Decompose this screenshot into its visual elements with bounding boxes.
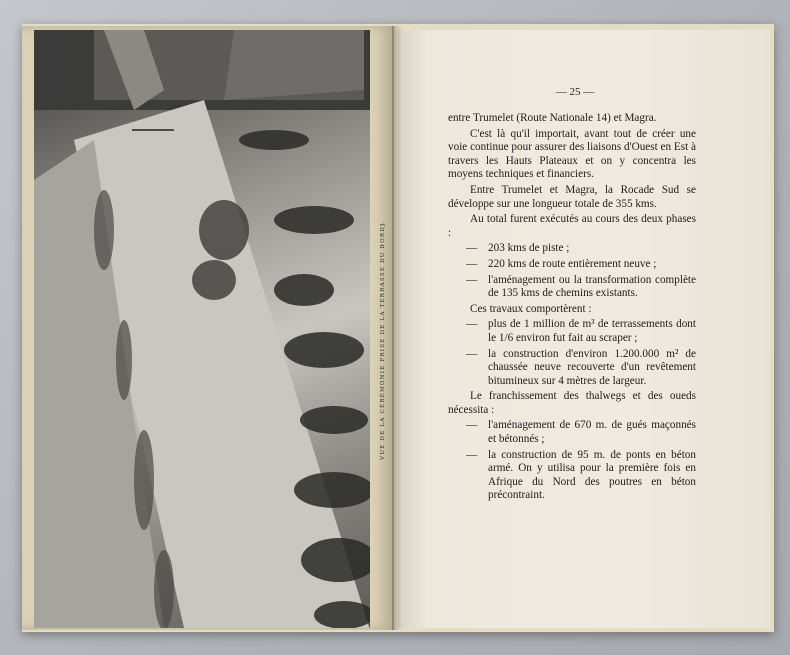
list-item-text: plus de 1 million de m³ de terrassements dont le 1/6 environ fut fait au scraper ; bbox=[488, 318, 696, 344]
dash-marker: — bbox=[466, 257, 478, 270]
page-number: — 25 — bbox=[555, 86, 595, 98]
photo-illustration bbox=[34, 30, 370, 628]
book-gutter bbox=[392, 26, 402, 630]
list-item-text: la construction de 95 m. de ponts en béton armé. On y utilisa pour la première fois en Afrique du Nord des poutres en béton précontraint. bbox=[488, 448, 696, 502]
dash-marker: — bbox=[466, 347, 478, 360]
paragraph-2: C'est là qu'il importait, avant tout de créer une voie continue pour assurer des liaisons d'Ouest en Est à travers les Hauts Plateaux et on y concentra les moyens techniques et financiers. bbox=[448, 127, 696, 181]
dash-marker: — bbox=[466, 273, 478, 286]
list-item-text: 203 kms de piste ; bbox=[488, 242, 570, 255]
list-item bbox=[448, 419, 696, 446]
photo-caption bbox=[380, 160, 392, 460]
paragraph-1: entre Trumelet (Route Nationale 14) et Magra. bbox=[448, 112, 657, 124]
dash-marker: — bbox=[466, 419, 478, 432]
list-item-text: la construction d'environ 1.200.000 m² de chaussée neuve recouverte d'un revêtement bitumineux sur 4 mètres de largeur. bbox=[488, 347, 696, 387]
dash-marker: — bbox=[466, 318, 478, 331]
list-item bbox=[448, 318, 696, 345]
page-text bbox=[448, 112, 696, 505]
list-item bbox=[448, 258, 696, 272]
list-item bbox=[448, 242, 696, 256]
paragraph-3: Entre Trumelet et Magra, la Rocade Sud se développe sur une longueur totale de 355 kms. bbox=[448, 183, 696, 210]
list-item-text: l'aménagement ou la transformation complète de 135 kms de chemins existants. bbox=[488, 273, 696, 300]
dash-marker: — bbox=[466, 242, 478, 255]
paragraph-4: Au total furent exécutés au cours des deux phases : bbox=[448, 213, 696, 239]
paragraph-6: Le franchissement des thalwegs et des oueds nécessita : bbox=[448, 390, 696, 416]
dash-marker: — bbox=[466, 448, 478, 461]
list-item bbox=[448, 274, 696, 301]
caption-text: VUE DE LA CÉRÉMONIE PRISE DE LA TERRASSE DU BORDJ. bbox=[380, 220, 386, 460]
ceremony-photograph bbox=[34, 30, 370, 628]
list-item-text: 220 kms de route entièrement neuve ; bbox=[488, 257, 657, 270]
list-item bbox=[448, 348, 696, 389]
list-item bbox=[448, 449, 696, 503]
paragraph-5: Ces travaux comportèrent : bbox=[470, 302, 592, 315]
list-item-text: l'aménagement de 670 m. de gués maçonnés et bétonnés ; bbox=[488, 419, 696, 446]
